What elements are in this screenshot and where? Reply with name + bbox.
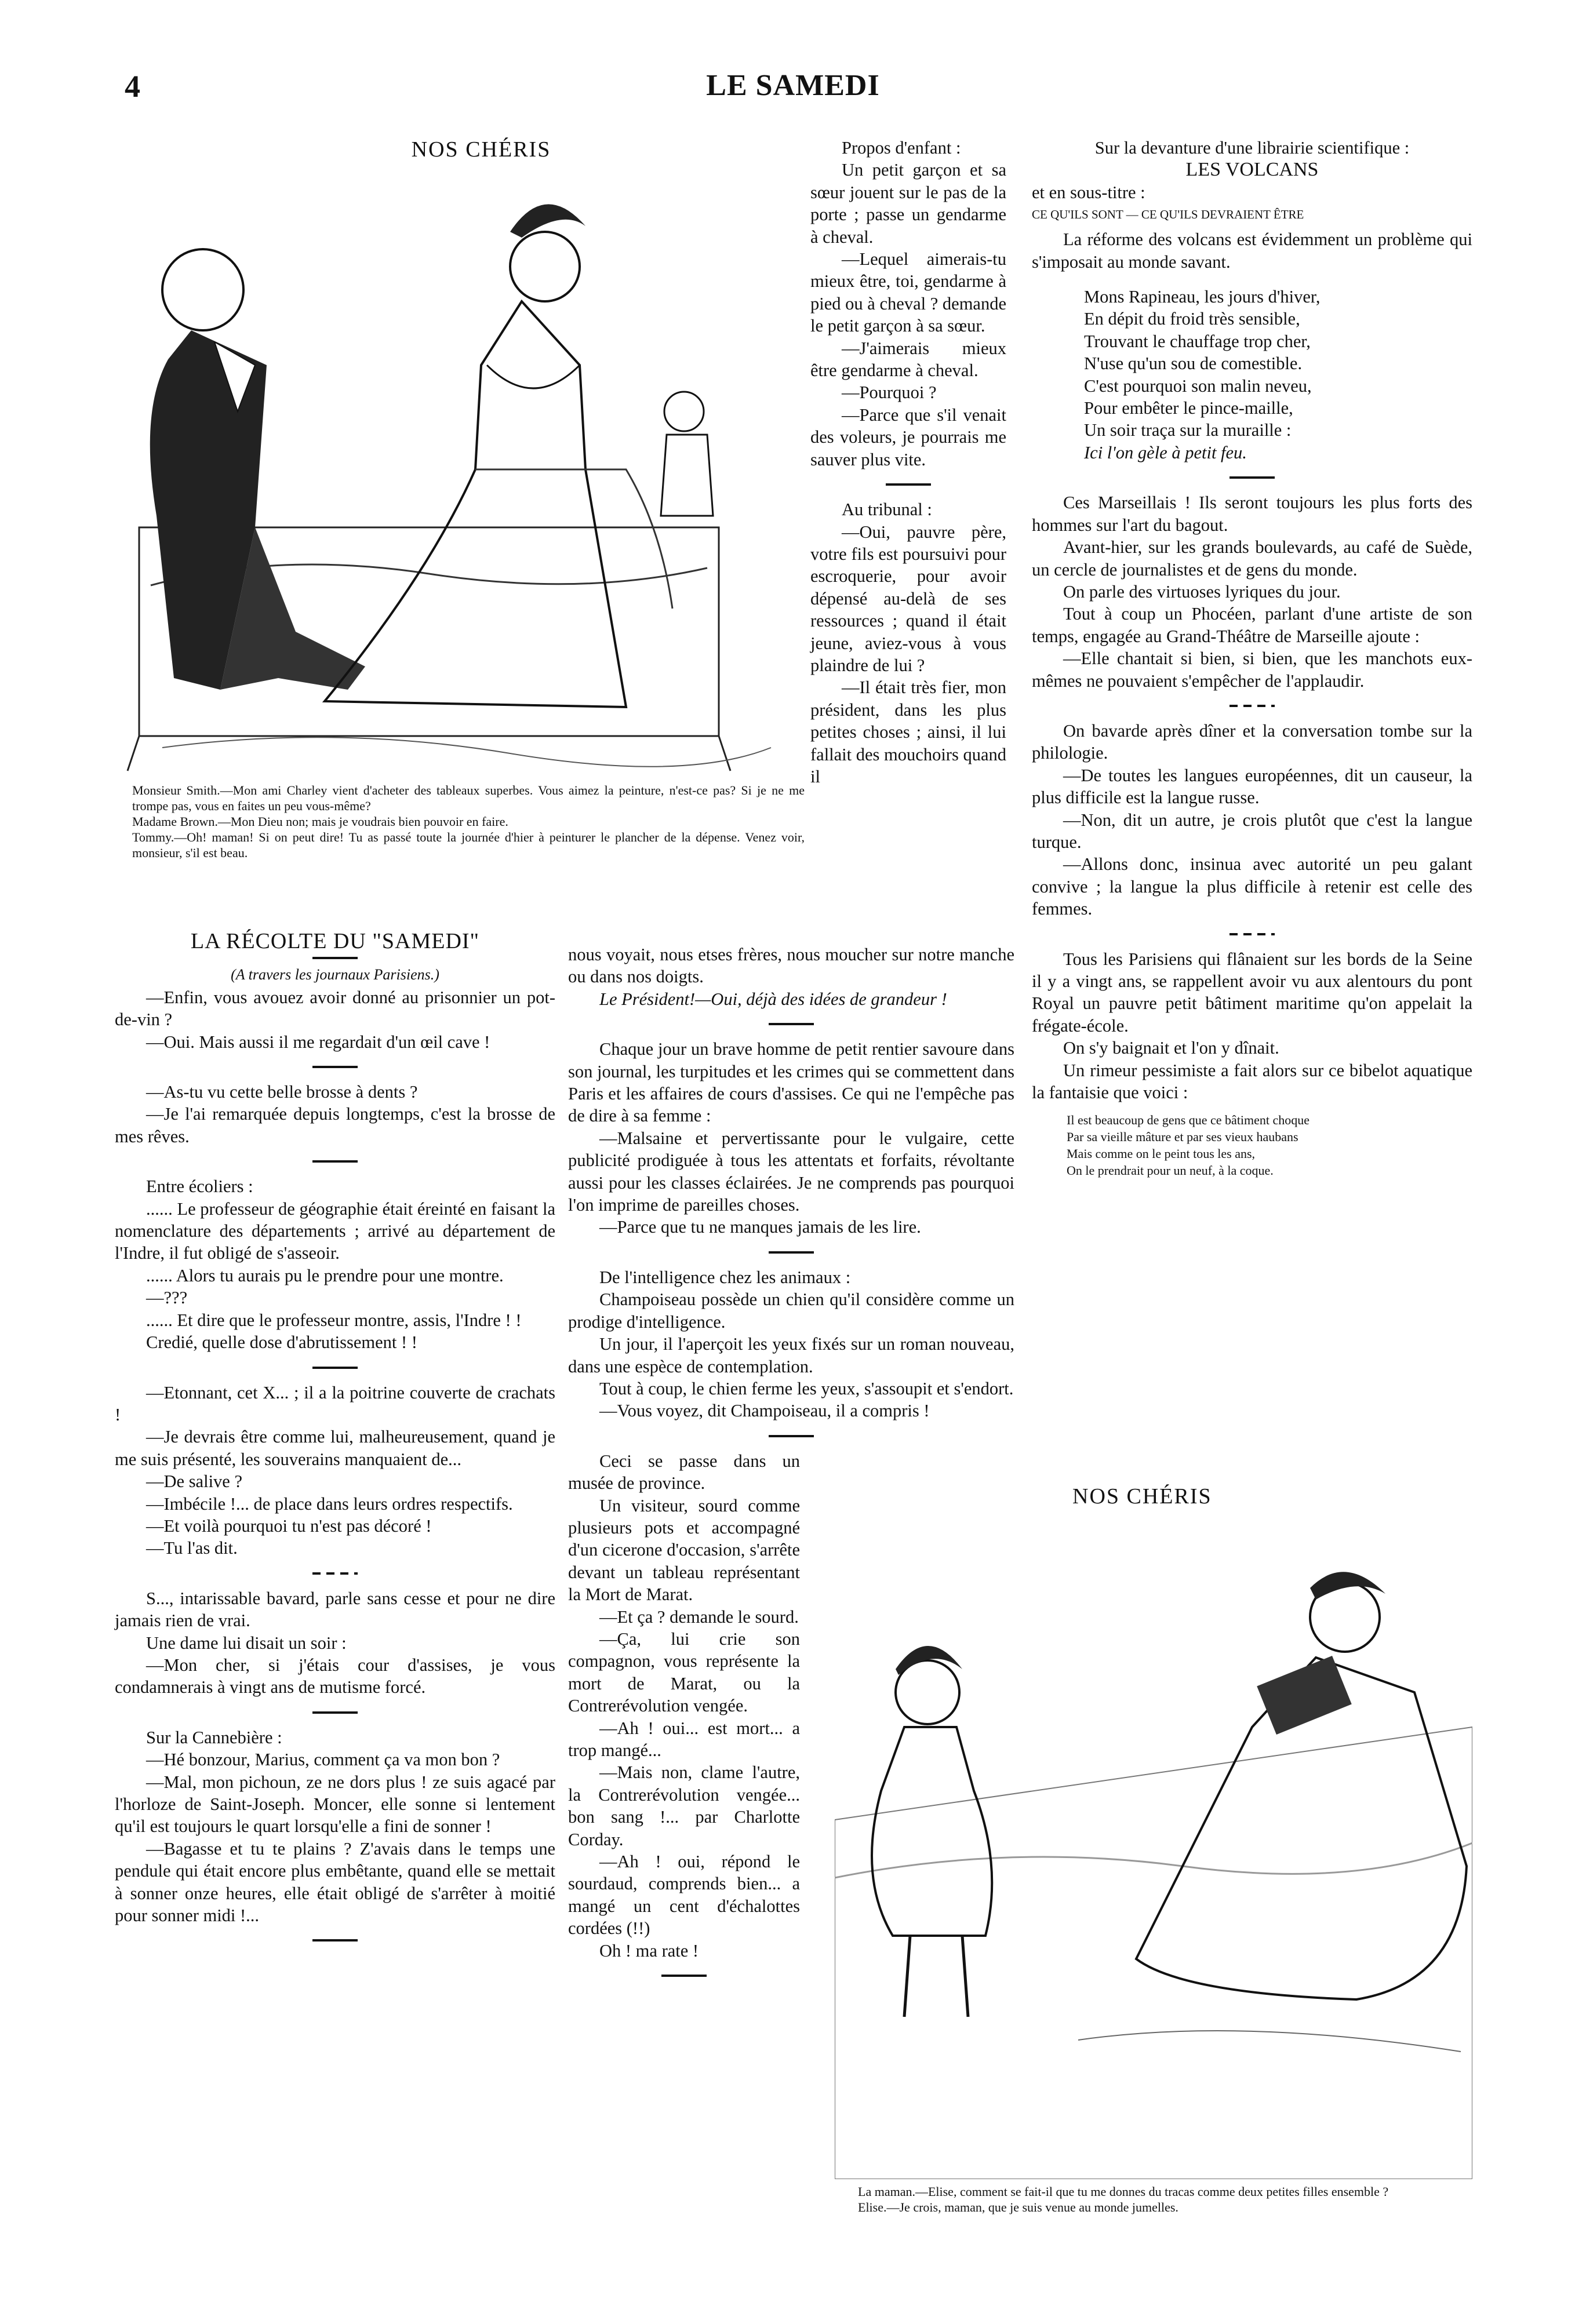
paragraph: —Ça, lui crie son compagnon, vous représente la mort de Marat, ou la Contrerévolution vengée. [568,1629,800,1716]
paragraph: Un visiteur, sourd comme plusieurs pots et accompagné d'un cicerone d'occasion, s'arrête devant un tableau représentant la Mort de Marat. [568,1495,800,1605]
paragraph: —Ah ! oui... est mort... a trop mangé... [568,1718,800,1760]
caption-line: La maman.—Elise, comment se fait-il que tu me donnes du tracas comme deux petites filles ensemble ? [858,2184,1389,2199]
illustration-bottom-drawing [835,1518,1472,2179]
paragraph: —Imbécile !... de place dans leurs ordres respectifs. [146,1494,513,1514]
verse-line: On le prendrait pour un neuf, à la coque. [1067,1163,1274,1178]
separator-rule [312,1066,358,1068]
verse-line: Mons Rapineau, les jours d'hiver, [1084,287,1321,307]
verse-line: N'use qu'un sou de comestible. [1084,354,1303,374]
paragraph: —Lequel aimerais-tu mieux être, toi, gendarme à pied ou à cheval ? demande le petit garçon à sa sœur. [810,249,1006,336]
verse-line: En dépit du froid très sensible, [1084,309,1300,329]
separator-rule [1229,933,1275,935]
column-middle-top [810,137,1006,788]
paragraph: Un jour, il l'aperçoit les yeux fixés sur un roman nouveau, dans une espèce de contemplation. [568,1334,1014,1376]
verse-line: Pour embêter le pince-maille, [1084,398,1293,418]
paragraph: —Parce que s'il venait des voleurs, je pourrais me sauver plus vite. [810,405,1006,469]
verse-line: Mais comme on le peint tous les ans, [1067,1146,1256,1161]
paragraph: ...... Et dire que le professeur montre, assis, l'Indre ! ! [146,1310,522,1330]
paragraph: —Je devrais être comme lui, malheureusement, quand je me suis présenté, les souverains manquaient de... [115,1427,555,1469]
paragraph: —Et ça ? demande le sourd. [599,1607,799,1627]
illustration-top-title: NOS CHÉRIS [411,137,551,162]
paragraph: nous voyait, nous etses frères, nous moucher sur notre manche ou dans nos doigts. [568,945,1014,987]
separator-rule [769,1023,814,1025]
paragraph: S..., intarissable bavard, parle sans cesse et pour ne dire jamais rien de vrai. [115,1588,555,1631]
paragraph: Ceci se passe dans un musée de province. [568,1451,800,1494]
paragraph: La réforme des volcans est évidemment un problème qui s'imposait au monde savant. [1032,230,1472,272]
separator-rule [312,1367,358,1369]
paragraph: Une dame lui disait un soir : [146,1633,347,1653]
paragraph: Tous les Parisiens qui flânaient sur les bords de la Seine il y a vingt ans, se rappellent avoir vu aux alentours du pont Royal un pauvre petit bâtiment maritime qu'on appelait la frégate-école. [1032,949,1472,1036]
separator-rule [312,1572,358,1575]
paragraph: —As-tu vu cette belle brosse à dents ? [146,1082,418,1102]
paragraph: —Oui. Mais aussi il me regardait d'un œil cave ! [146,1032,490,1052]
caption-line: Tommy.—Oh! maman! Si on peut dire! Tu as passé toute la journée d'hier à peinturer le plancher de la dépense. Venez voir, monsieur, s'il est beau. [132,830,805,860]
verse-block [1032,1112,1472,1179]
separator-rule [312,957,358,959]
paragraph: On bavarde après dîner et la conversation tombe sur la philologie. [1032,720,1472,763]
illustration-bottom-title: NOS CHÉRIS [1072,1484,1212,1509]
paragraph: —Je l'ai remarquée depuis longtemps, c'est la brosse de mes rêves. [115,1104,555,1146]
paragraph: On s'y baignait et l'on y dînait. [1063,1038,1279,1058]
paragraph: —Mon cher, si j'étais cour d'assises, je vous condamnerais à vingt ans de mutisme forcé. [115,1655,555,1698]
paragraph: Oh ! ma rate ! [599,1940,699,1961]
verse-line: Un soir traça sur la muraille : [1084,420,1292,440]
verse-line: C'est pourquoi son malin neveu, [1084,376,1312,396]
illustration-top-drawing [104,168,800,777]
paragraph: —Allons donc, insinua avec autorité un peu galant convive ; la langue la plus difficile à retenir est celle des femmes. [1032,854,1472,919]
section-subtitle: CE QU'ILS SONT — CE QU'ILS DEVRAIENT ÊTRE [1032,207,1304,222]
section-heading: Propos d'enfant : [842,138,961,158]
section-heading: Au tribunal : [842,500,932,520]
paragraph: Avant-hier, sur les grands boulevards, au café de Suède, un cercle de journalistes et de gens du monde. [1032,537,1472,580]
paragraph: —De toutes les langues européennes, dit un causeur, la plus difficile est la langue russe. [1032,765,1472,808]
paragraph: —Malsaine et pervertissante pour le vulgaire, cette publicité prodiguée à tous les attentats et forfaits, révoltante aussi pour les classes éclairées. Je ne comprends pas pourquoi l'on imprime de pareilles choses. [568,1128,1014,1215]
paragraph: —Non, dit un autre, je crois plutôt que c'est la langue turque. [1032,810,1472,852]
paragraph: —Oui, pauvre père, votre fils est poursuivi pour escroquerie, pour avoir dépensé au-delà de ses ressources ; quand il était jeune, aviez-vous à vous plaindre de lui ? [810,522,1006,675]
paragraph: —Ah ! oui, répond le sourdaud, comprends bien... a mangé un cent d'échalottes cordées (!!) [568,1852,800,1939]
verse-block [1032,286,1472,464]
section-heading: De l'intelligence chez les animaux : [599,1267,851,1287]
separator-rule [312,1939,358,1941]
illustration-bottom-caption [858,2184,1461,2215]
paragraph: —Et voilà pourquoi tu n'est pas décoré ! [146,1516,432,1536]
section-heading: Sur la Cannebière : [146,1727,282,1747]
section-title: LA RÉCOLTE DU "SAMEDI" [190,929,480,953]
paragraph: —Mais non, clame l'autre, la Contrerévolution vengée... bon sang !... par Charlotte Corday. [568,1762,800,1849]
separator-rule [886,483,931,486]
paragraph: Un rimeur pessimiste a fait alors sur ce bibelot aquatique la fantaisie que voici : [1032,1060,1472,1103]
paragraph: —Tu l'as dit. [146,1538,238,1558]
paragraph: Ces Marseillais ! Ils seront toujours les plus forts des hommes sur l'art du bagout. [1032,493,1472,535]
paragraph: —De salive ? [146,1471,242,1492]
paragraph: —Hé bonzour, Marius, comment ça va mon bon ? [146,1750,500,1770]
section-heading: Entre écoliers : [146,1176,253,1197]
salon-scene-drawing [104,168,800,777]
separator-rule [1229,705,1275,707]
caption-line: Monsieur Smith.—Mon ami Charley vient d'acheter des tableaux superbes. Vous aimez la peinture, n'est-ce pas? Si je ne me trompe pas, vous en faites un peu vous-même? [132,783,805,813]
paragraph: —Vous voyez, dit Champoiseau, il a compris ! [599,1401,930,1421]
caption-line: Madame Brown.—Mon Dieu non; mais je voudrais bien pouvoir en faire. [132,814,508,829]
paragraph: ...... Alors tu aurais pu le prendre pour une montre. [146,1265,504,1285]
marat-block [568,1450,800,1977]
paragraph: —Elle chantait si bien, si bien, que les manchots eux-mêmes ne pouvaient s'empêcher de l'applaudir. [1032,649,1472,691]
illustration-top-caption [132,782,805,861]
separator-rule [1229,476,1275,479]
paragraph: Champoiseau possède un chien qu'il considère comme un prodige d'intelligence. [568,1290,1014,1332]
mother-daughter-drawing [835,1518,1472,2179]
paragraph: —Enfin, vous avouez avoir donné au prisonnier un pot-de-vin ? [115,987,555,1030]
paragraph: Chaque jour un brave homme de petit rentier savoure dans son journal, les turpitudes et les crimes qui se commettent dans Paris et les affaires de cours d'assises. Ce qui ne l'empêche pas de dire à sa femme : [568,1039,1014,1126]
paragraph: ...... Le professeur de géographie était éreinté en faisant la nomenclature des départements ; arrivé au département de l'Indre, il fut obligé de s'asseoir. [115,1199,555,1263]
paragraph: Le Président!—Oui, déjà des idées de grandeur ! [599,989,947,1009]
paragraph: Un petit garçon et sa sœur jouent sur le pas de la porte ; passe un gendarme à cheval. [810,160,1006,247]
paragraph: et en sous-titre : [1032,182,1145,202]
paragraph: Credié, quelle dose d'abrutissement ! ! [146,1332,417,1353]
verse-line: Ici l'on gèle à petit feu. [1084,442,1247,462]
section-title: LES VOLCANS [1185,159,1319,181]
caption-line: Elise.—Je crois, maman, que je suis venue au monde jumelles. [858,2200,1178,2214]
paragraph: —Etonnant, cet X... ; il a la poitrine couverte de crachats ! [115,1382,555,1425]
paragraph: —Mal, mon pichoun, ze ne dors plus ! ze suis agacé par l'horloze de Saint-Joseph. Moncer, elle sonne si lentement qu'il est toujours le quart lorsqu'elle a fini de sonner ! [115,1772,555,1837]
paragraph: Tout à coup un Phocéen, parlant d'une artiste de son temps, engagée au Grand-Théâtre de Marseille ajoute : [1032,604,1472,646]
paragraph: On parle des virtuoses lyriques du jour. [1063,581,1341,602]
verse-line: Il est beaucoup de gens que ce bâtiment choque [1067,1113,1310,1128]
paragraph: —J'aimerais mieux être gendarme à cheval. [810,338,1006,381]
paragraph: —Il était très fier, mon président, dans les plus petites choses ; ainsi, il lui fallait des mouchoirs quand il [810,677,1006,786]
paragraph: —Bagasse et tu te plains ? Z'avais dans le temps une pendule qui était encore plus embêtante, quand elle se mettait à sonner onze heures, elle était obligé de s'arrêter à moitié pour sonner midi !... [115,1838,555,1926]
separator-rule [661,1975,707,1977]
journal-title: LE SAMEDI [706,69,880,102]
column-right [1032,137,1472,1179]
verse-line: Trouvant le chauffage trop cher, [1084,331,1311,351]
page-number: 4 [125,69,140,104]
paragraph: —??? [146,1288,188,1308]
verse-line: Par sa vieille mâture et par ses vieux haubans [1067,1130,1298,1145]
paragraph: Sur la devanture d'une librairie scientifique : [1094,138,1410,158]
separator-rule [769,1435,814,1437]
separator-rule [769,1251,814,1254]
separator-rule [312,1711,358,1714]
paragraph: —Pourquoi ? [842,383,937,403]
section-subtitle: (A travers les journaux Parisiens.) [231,966,439,983]
separator-rule [312,1160,358,1163]
column-left-recolte [115,930,555,1954]
paragraph: Tout à coup, le chien ferme les yeux, s'assoupit et s'endort. [599,1378,1014,1398]
paragraph: —Parce que tu ne manques jamais de les lire. [599,1217,921,1237]
